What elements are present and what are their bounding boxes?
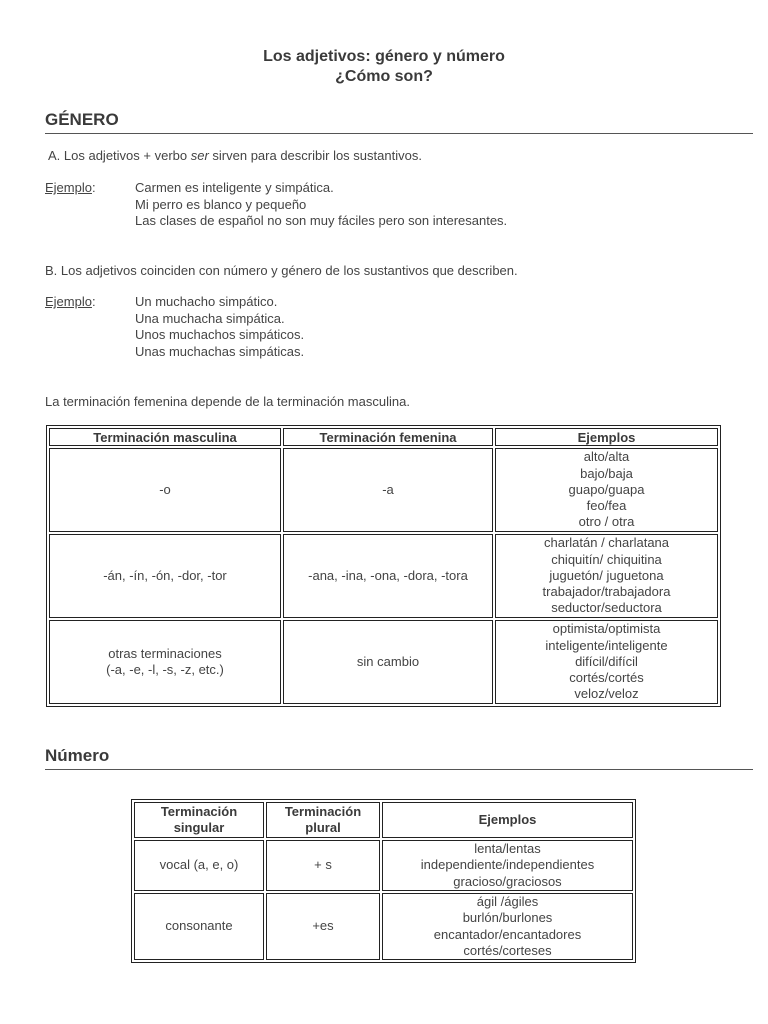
table-cell <box>49 534 281 618</box>
table-header-cell: Terminación masculina <box>49 428 281 446</box>
table-row <box>49 534 718 618</box>
cell-line: burlón/burlones <box>462 910 553 926</box>
cell-line: sin cambio <box>356 653 420 669</box>
cell-line: guapo/guapa <box>568 481 645 497</box>
example-label-text: Ejemplo <box>45 294 92 309</box>
table-header-cell: Ejemplos <box>495 428 718 446</box>
paragraph-a <box>48 148 422 163</box>
example-1-lines <box>135 180 507 230</box>
cell-line: feo/fea <box>586 498 627 514</box>
table-cell <box>266 840 380 891</box>
table-header-cell <box>266 802 380 838</box>
example-label-colon: : <box>91 180 96 195</box>
table-cell <box>49 620 281 704</box>
table-cell <box>283 620 493 704</box>
cell-line: alto/alta <box>583 449 630 465</box>
example-line: Unos muchachos simpáticos. <box>135 327 305 342</box>
example-line: Las clases de español no son muy fáciles pero son interesantes. <box>135 213 508 228</box>
table-cell <box>49 448 281 532</box>
example-line: Unas muchachas simpáticas. <box>135 343 305 359</box>
table-cell <box>134 840 264 891</box>
cell-line: gracioso/graciosos <box>453 873 562 889</box>
table-cell <box>382 893 633 960</box>
genero-table <box>46 425 721 707</box>
example-label <box>45 180 96 195</box>
cell-line: -a <box>382 481 394 497</box>
table-header-cell <box>382 802 633 838</box>
cell-line: inteligente/inteligente <box>545 637 668 653</box>
paragraph-a-text-end: sirven para describir los sustantivos. <box>208 148 422 163</box>
cell-line: charlatán / charlatana <box>543 535 670 551</box>
cell-line: -án, -ín, -ón, -dor, -tor <box>103 567 227 583</box>
header-line: Ejemplos <box>478 811 537 827</box>
cell-line: ágil /ágiles <box>476 894 539 909</box>
table-cell <box>266 893 380 960</box>
numero-table <box>131 799 636 963</box>
table-cell <box>283 534 493 618</box>
paragraph-a-emph: ser <box>190 148 209 163</box>
cell-line: difícil/difícil <box>575 653 638 669</box>
table-header-cell <box>134 802 264 838</box>
cell-line: vocal (a, e, o) <box>159 857 239 873</box>
cell-line: -o <box>159 481 171 497</box>
cell-line: veloz/veloz <box>574 686 639 702</box>
cell-line: cortés/corteses <box>463 942 552 958</box>
table-cell <box>382 840 633 891</box>
cell-line: + s <box>314 857 332 873</box>
cell-line: +es <box>312 918 334 934</box>
cell-line: bajo/baja <box>580 465 633 481</box>
cell-line: seductor/seductora <box>551 600 662 616</box>
cell-line: lenta/lentas <box>474 841 541 857</box>
table-cell <box>283 448 493 532</box>
cell-line: -ana, -ina, -ona, -dora, -tora <box>308 567 468 583</box>
cell-line: cortés/cortés <box>569 670 644 686</box>
table-header-row <box>49 428 718 446</box>
example-label-colon: : <box>91 294 96 309</box>
cell-line: independiente/independientes <box>420 857 595 873</box>
example-line: Un muchacho simpático. <box>135 294 278 309</box>
table-cell <box>134 893 264 960</box>
example-2-lines <box>135 294 304 360</box>
table-row <box>134 893 633 960</box>
section-heading-genero: GÉNERO <box>45 110 753 134</box>
paragraph-b: B. Los adjetivos coinciden con número y género de los sustantivos que describen. <box>45 263 518 278</box>
cell-line: (-a, -e, -l, -s, -z, etc.) <box>106 662 224 677</box>
example-line: Una muchacha simpática. <box>135 310 285 326</box>
example-line: Mi perro es blanco y pequeño <box>135 196 307 212</box>
example-label-text: Ejemplo <box>45 180 92 195</box>
table-cell <box>495 448 718 532</box>
header-line: Terminación <box>284 803 362 819</box>
cell-line: juguetón/ juguetona <box>549 567 664 583</box>
table-row <box>49 620 718 704</box>
cell-line: optimista/optimista <box>552 621 661 637</box>
cell-line: consonante <box>165 918 233 934</box>
cell-line: otras terminaciones <box>108 645 222 661</box>
table-cell <box>495 620 718 704</box>
table-row <box>134 840 633 891</box>
cell-line: encantador/encantadores <box>433 926 582 942</box>
section-heading-numero: Número <box>45 746 753 770</box>
table-header-row <box>134 802 633 838</box>
cell-line: chiquitín/ chiquitina <box>551 551 662 567</box>
header-line: singular <box>173 820 225 835</box>
page-subtitle: ¿Cómo son? <box>335 68 433 85</box>
example-label <box>45 294 96 309</box>
header-line: plural <box>305 820 341 835</box>
cell-line: trabajador/trabajadora <box>542 584 671 600</box>
paragraph-a-text: A. Los adjetivos + verbo <box>48 148 191 163</box>
page-title: Los adjetivos: género y número <box>263 48 505 65</box>
example-line: Carmen es inteligente y simpática. <box>135 180 334 195</box>
note-terminacion: La terminación femenina depende de la terminación masculina. <box>45 394 410 409</box>
table-cell <box>495 534 718 618</box>
header-line: Terminación <box>160 803 238 819</box>
table-row <box>49 448 718 532</box>
table-header-cell: Terminación femenina <box>283 428 493 446</box>
cell-line: otro / otra <box>578 514 635 530</box>
